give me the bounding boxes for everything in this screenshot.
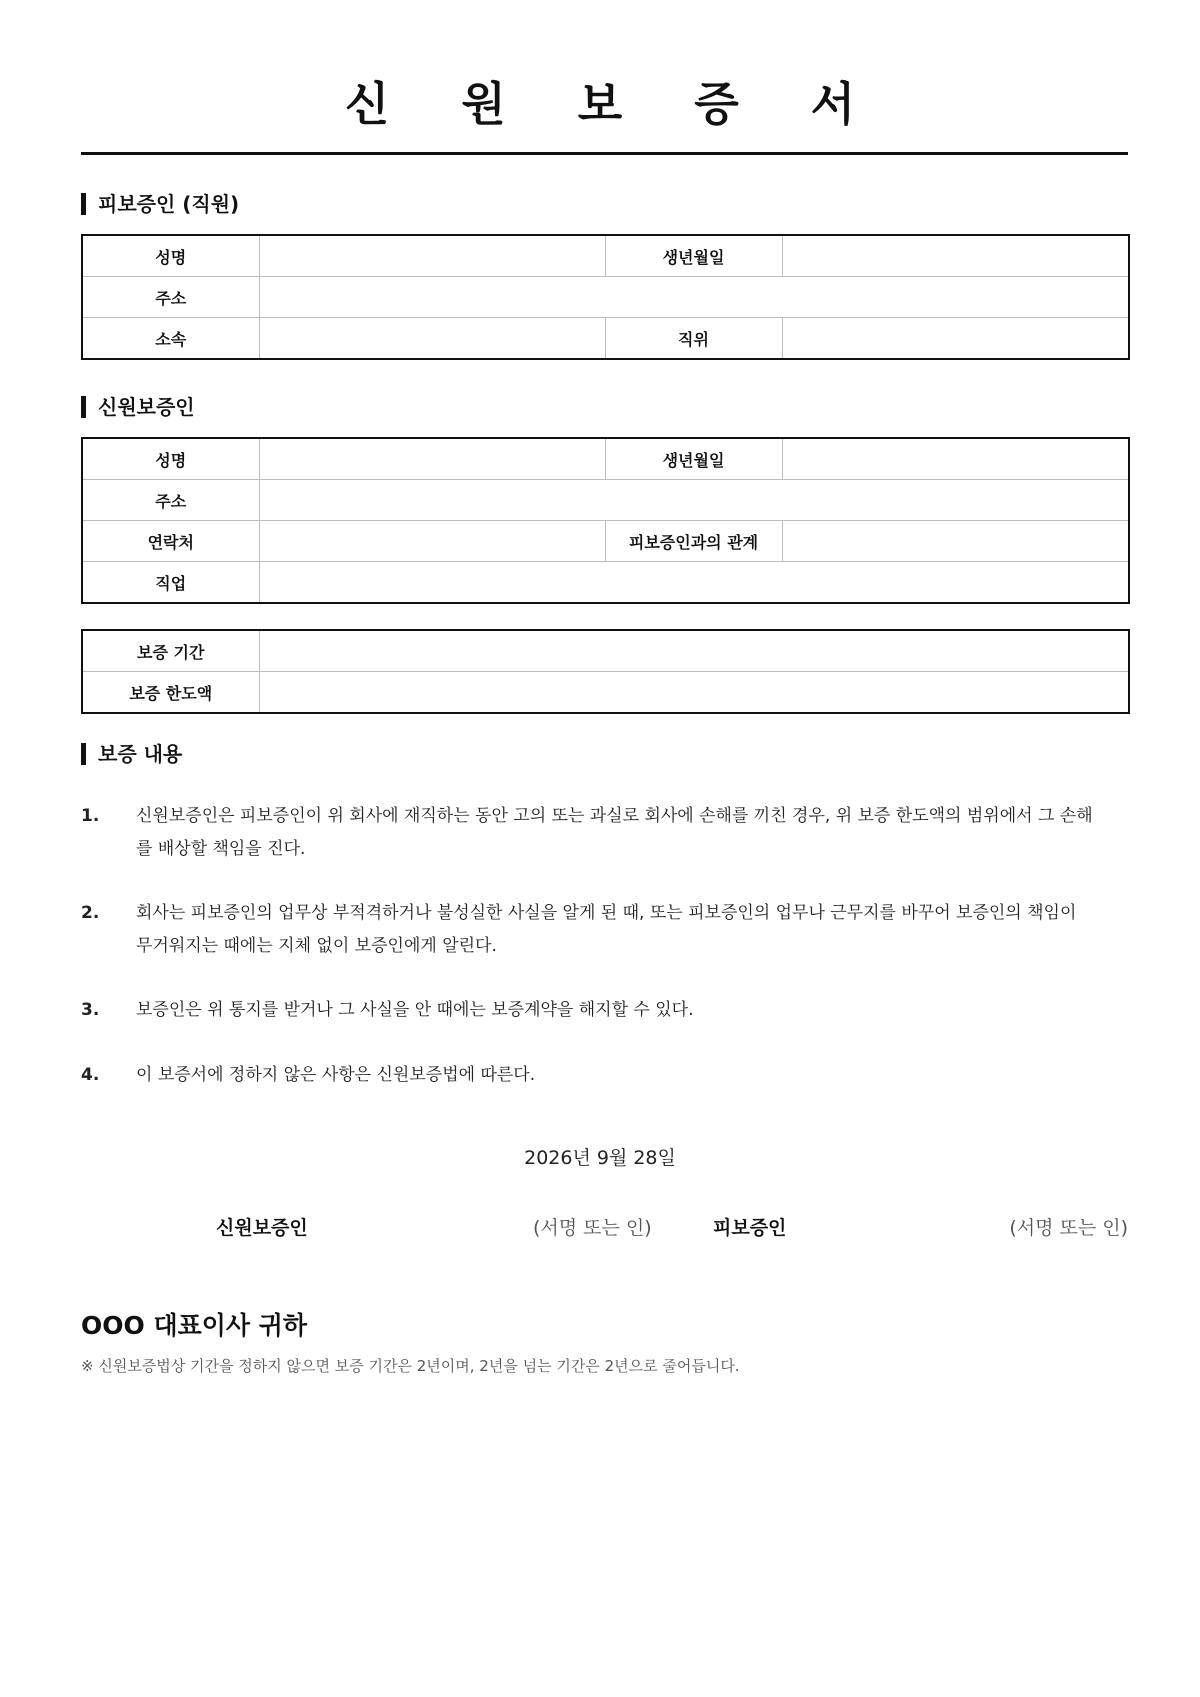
employee-heading-text: 피보증인 (직원)	[98, 192, 240, 216]
guarantor-relation-field[interactable]	[782, 521, 1129, 562]
table-row	[82, 277, 1129, 318]
clause-number: 2.	[81, 903, 100, 923]
employee-info-table	[81, 234, 1130, 360]
guarantor-birth-field[interactable]	[782, 438, 1129, 480]
table-row	[82, 672, 1129, 714]
guarantor-name-field[interactable]	[259, 438, 605, 480]
contents-heading-text: 보증 내용	[98, 742, 183, 766]
heading-marker-icon	[81, 743, 86, 765]
employee-name-field[interactable]	[259, 235, 605, 277]
clause-text: 신원보증인은 피보증인이 위 회사에 재직하는 동안 고의 또는 과실로 회사에 손해를 끼친 경우, 위 보증 한도액의 범위에서 그 손해를 배상할 책임을 진다.	[136, 806, 1093, 859]
employee-birth-label: 생년월일	[605, 235, 782, 277]
document-title: 신 원 보 증 서	[344, 77, 884, 131]
clause-number: 4.	[81, 1065, 100, 1085]
employee-address-field[interactable]	[259, 277, 1129, 318]
employee-address-label: 주소	[82, 277, 259, 318]
employee-section-heading	[81, 192, 239, 216]
guarantee-period-label: 보증 기간	[82, 630, 259, 672]
guarantee-period-field[interactable]	[259, 630, 1129, 672]
employee-name-label: 성명	[82, 235, 259, 277]
employee-affiliation-label: 소속	[82, 318, 259, 360]
guarantor-signature-label: 신원보증인	[216, 1217, 308, 1239]
table-row	[82, 521, 1129, 562]
clause-text: 이 보증서에 정하지 않은 사항은 신원보증법에 따른다.	[136, 1065, 536, 1085]
footnote: ※ 신원보증법상 기간을 정하지 않으면 보증 기간은 2년이며, 2년을 넘는 기간은 2년으로 줄어듭니다.	[81, 1357, 740, 1375]
employee-birth-field[interactable]	[782, 235, 1129, 277]
table-row	[82, 318, 1129, 360]
guarantor-signature-field[interactable]: (서명 또는 인)	[533, 1217, 652, 1239]
employee-signature-label: 피보증인	[713, 1217, 787, 1239]
clause-text: 보증인은 위 통지를 받거나 그 사실을 안 때에는 보증계약을 해지할 수 있다.	[136, 1000, 694, 1020]
guarantor-relation-label: 피보증인과의 관계	[605, 521, 782, 562]
employee-position-field[interactable]	[782, 318, 1129, 360]
guarantor-address-field[interactable]	[259, 480, 1129, 521]
heading-marker-icon	[81, 396, 86, 418]
guarantor-address-label: 주소	[82, 480, 259, 521]
document-date: 2026년 9월 28일	[524, 1147, 676, 1169]
employee-signature-field[interactable]: (서명 또는 인)	[1009, 1217, 1128, 1239]
clause-number: 3.	[81, 1000, 100, 1020]
guarantor-contact-field[interactable]	[259, 521, 605, 562]
guarantor-occupation-label: 직업	[82, 562, 259, 604]
table-row	[82, 438, 1129, 480]
guarantor-heading-text: 신원보증인	[98, 395, 195, 419]
guarantor-occupation-field[interactable]	[259, 562, 1129, 604]
table-row	[82, 630, 1129, 672]
clause-number: 1.	[81, 806, 100, 826]
employee-position-label: 직위	[605, 318, 782, 360]
guarantee-limit-label: 보증 한도액	[82, 672, 259, 714]
heading-marker-icon	[81, 193, 86, 215]
table-row	[82, 480, 1129, 521]
table-row	[82, 235, 1129, 277]
guarantor-info-table	[81, 437, 1130, 604]
guarantor-section-heading	[81, 395, 195, 419]
guarantor-contact-label: 연락처	[82, 521, 259, 562]
guarantee-terms-table	[81, 629, 1130, 714]
guarantee-limit-field[interactable]	[259, 672, 1129, 714]
guarantor-name-label: 성명	[82, 438, 259, 480]
title-divider	[81, 152, 1128, 155]
guarantor-birth-label: 생년월일	[605, 438, 782, 480]
addressee: OOO 대표이사 귀하	[81, 1311, 308, 1340]
table-row	[82, 562, 1129, 604]
employee-affiliation-field[interactable]	[259, 318, 605, 360]
clause-text: 회사는 피보증인의 업무상 부적격하거나 불성실한 사실을 알게 된 때, 또는 피보증인의 업무나 근무지를 바꾸어 보증인의 책임이 무거워지는 때에는 지체 없이 보증인에게 알린다.	[136, 903, 1077, 956]
contents-section-heading	[81, 742, 182, 766]
